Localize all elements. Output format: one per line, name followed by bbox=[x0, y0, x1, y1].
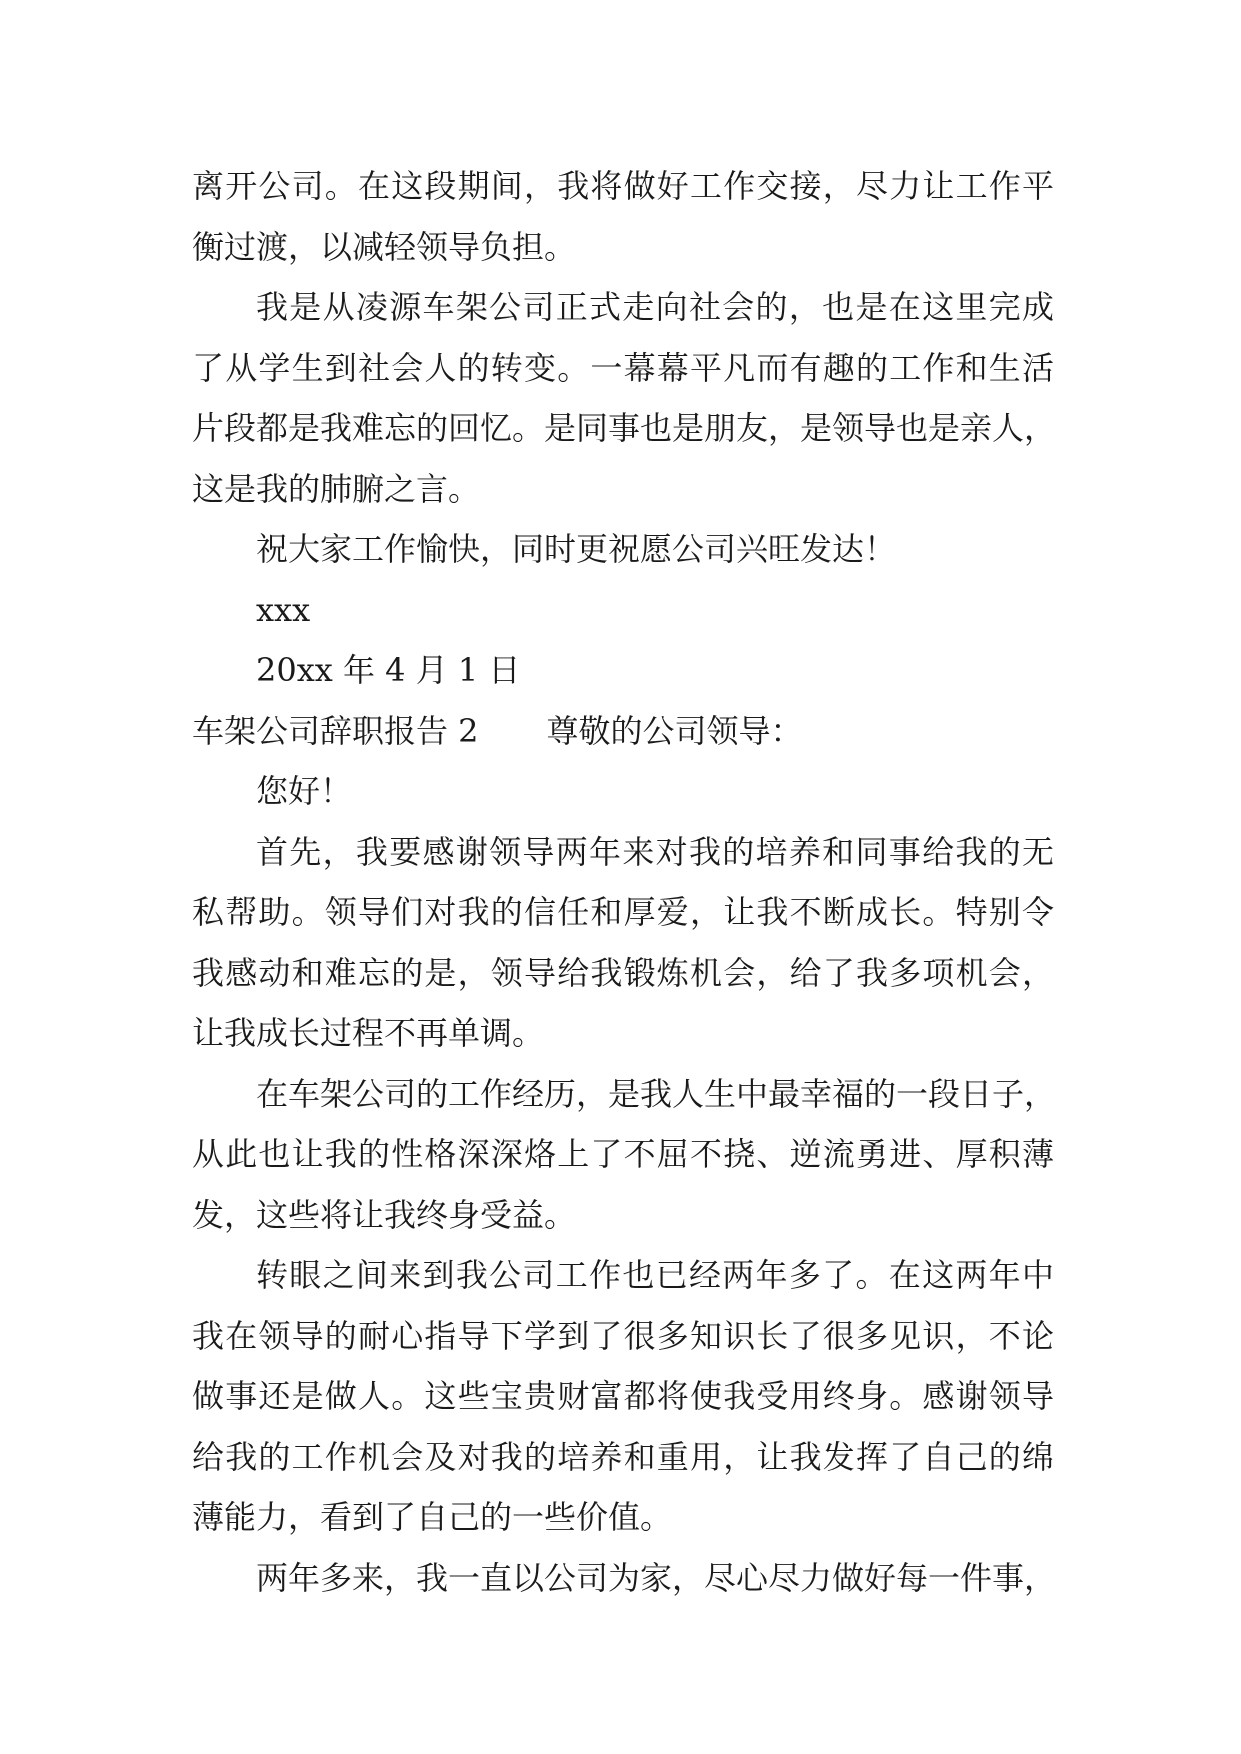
paragraph-line: 我是从凌源车架公司正式走向社会的，也是在这里完成 bbox=[256, 288, 1054, 326]
paragraph-line: 了从学生到社会人的转变。一幕幕平凡而有趣的工作和生活 bbox=[192, 348, 1054, 387]
paragraph-line: 从此也让我的性格深深烙上了不屈不挠、逆流勇进、厚积薄 bbox=[192, 1135, 1054, 1173]
paragraph-line: 私帮助。领导们对我的信任和厚爱，让我不断成长。特别令 bbox=[192, 893, 1054, 931]
signature-date: 20xx 年 4 月 1 日 bbox=[256, 651, 521, 689]
paragraph-line: 首先，我要感谢领导两年来对我的培养和同事给我的无 bbox=[256, 832, 1054, 871]
paragraph-line: 两年多来，我一直以公司为家，尽心尽力做好每一件事， bbox=[256, 1558, 1057, 1597]
paragraph-line: 我感动和难忘的是，领导给我锻炼机会，给了我多项机会， bbox=[192, 953, 1054, 992]
paragraph-line: 发，这些将让我终身受益。 bbox=[192, 1195, 577, 1234]
paragraph-line: 衡过渡，以减轻领导负担。 bbox=[192, 227, 577, 266]
salutation: 尊敬的公司领导： bbox=[546, 711, 803, 750]
paragraph-line: 片段都是我难忘的回忆。是同事也是朋友，是领导也是亲人， bbox=[192, 409, 1057, 447]
report-heading-line bbox=[192, 701, 1054, 762]
paragraph-line: 转眼之间来到我公司工作也已经两年多了。在这两年中 bbox=[256, 1256, 1054, 1294]
signature-name: xxx bbox=[256, 590, 311, 629]
paragraph-line: 做事还是做人。这些宝贵财富都将使我受用终身。感谢领导 bbox=[192, 1377, 1054, 1415]
paragraph-line: 给我的工作机会及对我的培养和重用，让我发挥了自己的绵 bbox=[192, 1437, 1054, 1476]
paragraph-line: 让我成长过程不再单调。 bbox=[192, 1014, 545, 1052]
paragraph-line: 这是我的肺腑之言。 bbox=[192, 469, 481, 508]
paragraph-line: 薄能力，看到了自己的一些价值。 bbox=[192, 1498, 673, 1536]
paragraph-line: 我在领导的耐心指导下学到了很多知识长了很多见识，不论 bbox=[192, 1316, 1054, 1355]
report-title: 车架公司辞职报告 2 bbox=[192, 711, 479, 750]
paragraph-line: 在车架公司的工作经历，是我人生中最幸福的一段日子， bbox=[256, 1074, 1057, 1113]
document-page bbox=[192, 156, 1057, 1608]
paragraph-line: 离开公司。在这段期间，我将做好工作交接，尽力让工作平 bbox=[192, 167, 1054, 205]
greeting: 您好！ bbox=[256, 772, 353, 810]
closing-wish: 祝大家工作愉快，同时更祝愿公司兴旺发达！ bbox=[256, 530, 897, 568]
